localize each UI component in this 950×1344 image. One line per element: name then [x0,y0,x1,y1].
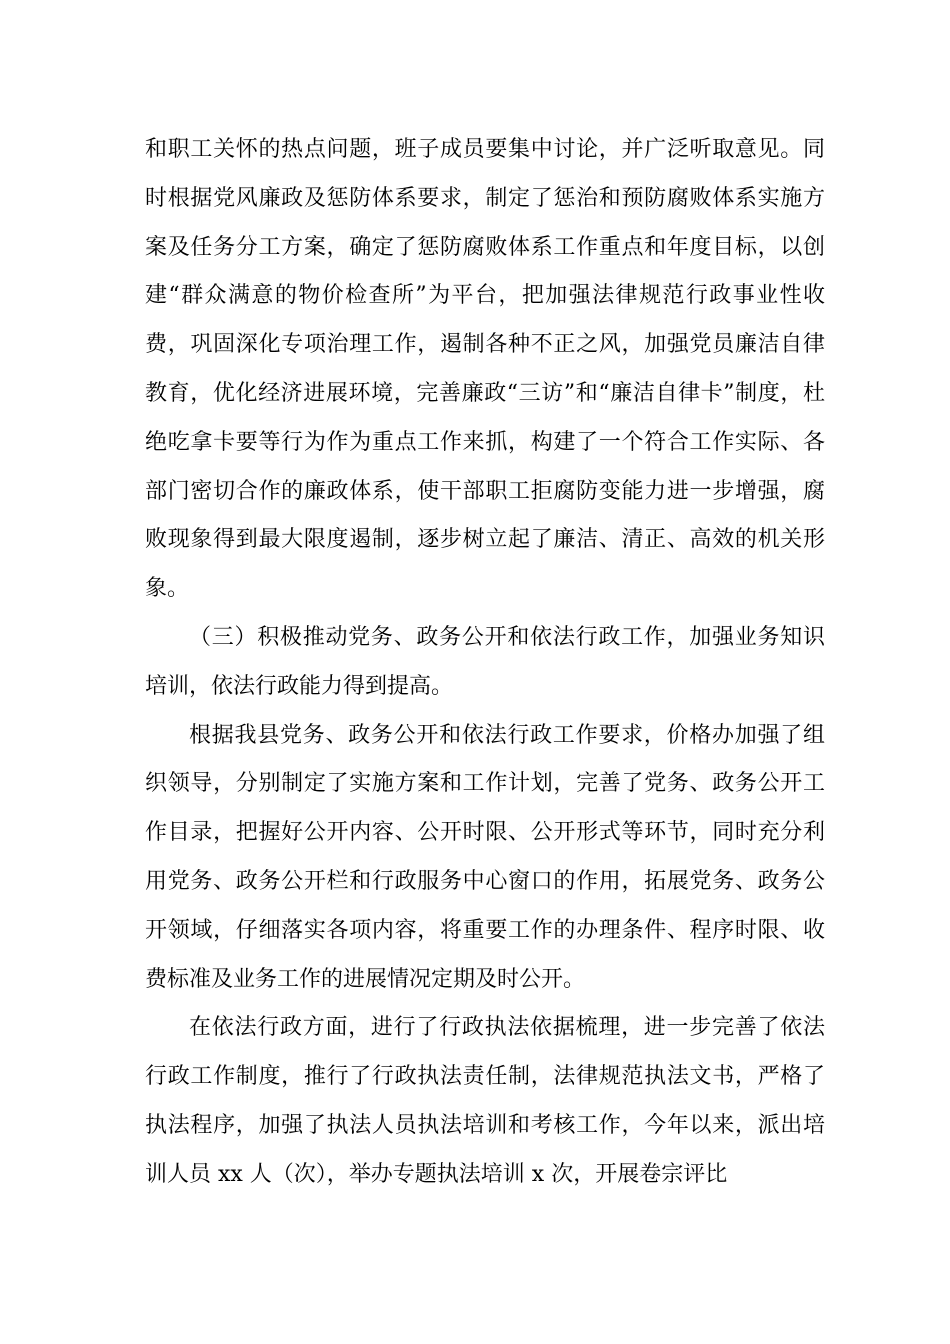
section-heading-three: （三）积极推动党务、政务公开和依法行政工作，加强业务知识培训，依法行政能力得到提高。 [145,624,825,699]
paragraph-law-administration: 在依法行政方面，进行了行政执法依据梳理，进一步完善了依法行政工作制度，推行了行政执法责任制，法律规范执法文书，严格了执法程序，加强了执法人员执法培训和考核工作，今年以来，派出培训人员 xx 人（次），举办专题执法培训 x 次，开展卷宗评比 [145,1015,825,1187]
document-body [145,126,825,1200]
paragraph-openness: 根据我县党务、政务公开和依法行政工作要求，价格办加强了组织领导，分别制定了实施方案和工作计划，完善了党务、政务公开工作目录，把握好公开内容、公开时限、公开形式等环节，同时充分利用党务、政务公开栏和行政服务中心窗口的作用，拓展党务、政务公开领域，仔细落实各项内容，将重要工作的办理条件、程序时限、收费标准及业务工作的进展情况定期及时公开。 [145,722,825,992]
paragraph-continuation: 和职工关怀的热点问题，班子成员要集中讨论，并广泛听取意见。同时根据党风廉政及惩防体系要求，制定了惩治和预防腐败体系实施方案及任务分工方案，确定了惩防腐败体系工作重点和年度目标，以创建“群众满意的物价检查所”为平台，把加强法律规范行政事业性收费，巩固深化专项治理工作，遏制各种不正之风，加强党员廉洁自律教育，优化经济进展环境，完善廉政“三访”和“廉洁自律卡”制度，杜绝吃拿卡要等行为作为重点工作来抓，构建了一个符合工作实际、各部门密切合作的廉政体系，使干部职工拒腐防变能力进一步增强，腐败现象得到最大限度遏制，逐步树立起了廉洁、清正、高效的机关形象。 [145,137,825,602]
